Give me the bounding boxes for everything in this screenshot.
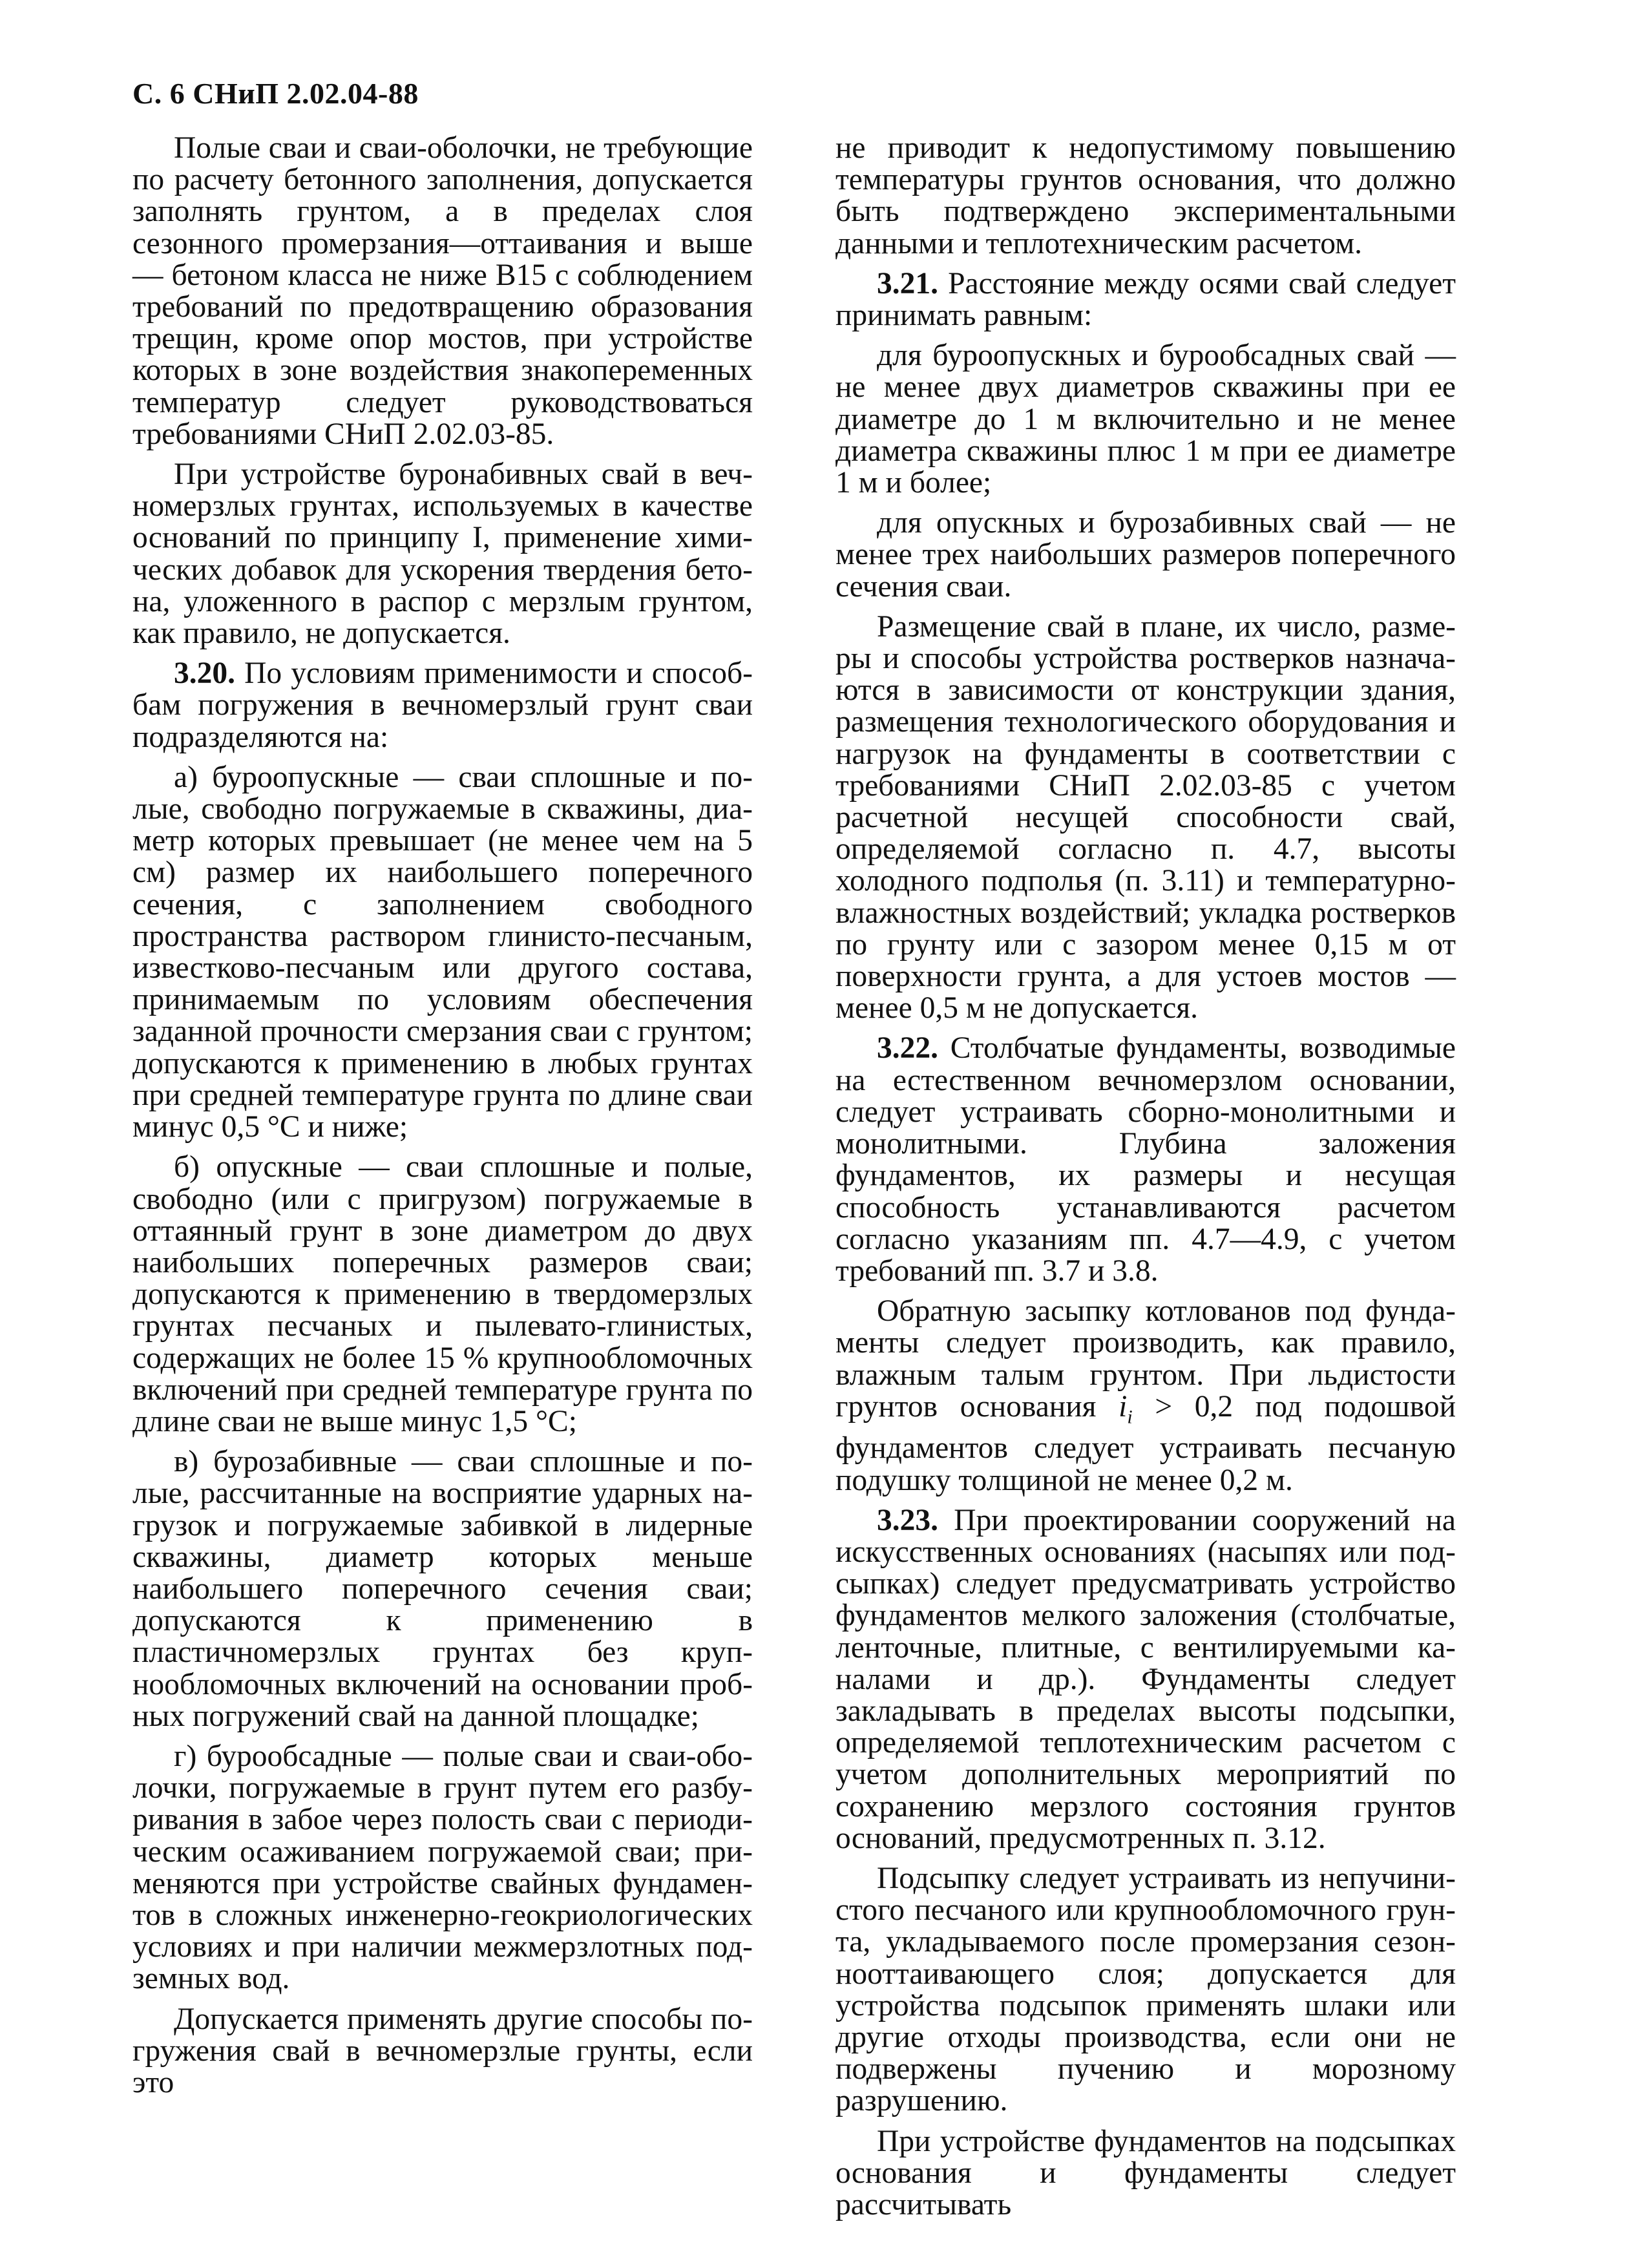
ice-content-symbol: i <box>1119 1389 1128 1423</box>
paragraph: для буроопускных и бурообсадных свай — не менее двух диаметров скважины при ее диаметре до 1 м включительно и не менее диаметра скважины плюс 1 м при ее диаметре 1 м и более; <box>835 339 1456 500</box>
paragraph: Подсыпку следует устраивать из непучинистого песчаного или крупнообломочного грунта, укладываемого после промерзания сезоннооттаивающего слоя; допускается для устройства подсыпок применять шлаки или другие отходы производства, если они не подвержены пучению и морозному разрушению. <box>835 1862 1456 2118</box>
section-number: 3.21. <box>877 266 938 300</box>
section-number: 3.22. <box>877 1031 938 1066</box>
paragraph-text: При проектировании сооружений на искусственных основаниях (насыпях или подсыпках) следует предусматривать устройство фундаментов мелкого заложения (столбчатые, ленточные, плитные, с вентилируемыми каналами и др.). Фундаменты следует закладывать в пределах высоты подсыпки, определяемой теплотехническим расчетом с учетом дополнительных мероприятий по сохранению мерзлого состояния грунтов оснований, предусмотренных п. 3.12. <box>835 1503 1456 1855</box>
paragraph: При устройстве фундаментов на подсыпках основания и фундаменты следует рассчитывать <box>835 2124 1456 2222</box>
list-item-b: б) опускные — сваи сплошные и полые, свободно (или с пригрузом) погружаемые в оттаянный грунт в зоне диаметром до двух наибольших поперечных размеров сваи; допускаются к применению в твердомерзлых грунтах песчаных и пылевато-глинистых, содержащих не более 15 % крупнообломочных включений при средней температуре грунта по длине сваи не выше минус 1,5 °С; <box>132 1150 753 1438</box>
list-item-a: а) буроопускные — сваи сплошные и полые, свободно погружаемые в скважины, диаметр которых превышает (не менее чем на 5 см) размер их наибольшего поперечного сечения, с заполнением свободного пространства раствором глинисто-песчаным, известково-песчаным или другого состава, принимаемым по условиям обеспечения заданной прочности смерзания сваи с грунтом; допускаются к применению в любых грунтах при средней температуре грунта по длине сваи минус 0,5 °С и ниже; <box>132 760 753 1144</box>
section-3-21-paragraph <box>835 268 1456 331</box>
ice-content-subscript: i <box>1127 1406 1133 1428</box>
paragraph-text: Обратную засыпку котлованов под фундаменты следует производить, как правило, влажным талым грунтом. При льдистости грунтов основания <box>835 1294 1456 1423</box>
right-column <box>835 132 1456 2229</box>
paragraph: Полые сваи и сваи-оболочки, не требующие по расчету бетонного заполнения, допускается заполнять грунтом, а в пределах слоя сезонного промерзания—оттаивания и выше — бетоном класса не ниже В15 с соблюдением требований по предотвращению образования трещин, кроме опор мостов, при устройстве которых в зоне воздействия знакопеременных температур следует руководствоваться требованиями СНиП 2.02.03-85. <box>132 131 753 451</box>
paragraph-text: По условиям применимости и способбам погружения в вечномерзлый грунт сваи подразделяются на: <box>132 656 753 754</box>
paragraph-text: Расстояние между осями свай следует принимать равным: <box>835 266 1456 333</box>
paragraph-continuation: не приводит к недопустимому повышению температуры грунтов основания, что должно быть подтверждено экспериментальными данными и теплотехническим расчетом. <box>835 131 1456 260</box>
paragraph: При устройстве буронабивных свай в вечномерзлых грунтах, используемых в качестве оснований по принципу I, применение химических добавок для ускорения твердения бетона, уложенного в распор с мерзлым грунтом, как правило, не допускается. <box>132 457 753 651</box>
section-3-22-paragraph <box>835 1033 1456 1287</box>
section-3-23-paragraph <box>835 1505 1456 1854</box>
running-head: С. 6 СНиП 2.02.04-88 <box>132 77 419 110</box>
left-column <box>132 132 753 2107</box>
section-3-20-paragraph <box>132 658 753 753</box>
paragraph: Размещение свай в плане, их число, размеры и способы устройства ростверков назначаются в зависимости от конструкции здания, размещения технологического оборудования и нагрузок на фундаменты в соответствии с требованиями СНиП 2.02.03-85 с учетом расчетной несущей способности свай, определяемой согласно п. 4.7, высоты холодного подполья (п. 3.11) и температурно-влажностных воздействий; укладка ростверков по грунту или с зазором менее 0,15 м от поверхности грунта, а для устоев мостов — менее 0,5 м не допускается. <box>835 609 1456 1025</box>
paragraph-text: Столбчатые фундаменты, возводимые на естественном вечномерзлом основании, следует устраивать сборно-монолитными и монолитными. Глубина заложения фундаментов, их размеры и несущая способность устанавливаются расчетом согласно указаниям пп. 4.7—4.9, с учетом требований пп. 3.7 и 3.8. <box>835 1031 1456 1288</box>
section-number: 3.23. <box>877 1503 938 1537</box>
paragraph <box>835 1296 1456 1496</box>
paragraph-text: > 0,2 под подошвой фундаментов следует устраивать песчаную подушку толщиной не менее 0,2 м. <box>835 1389 1456 1497</box>
paragraph: Допускается применять другие способы погружения свай в вечномерзлые грунты, если это <box>132 2002 753 2099</box>
list-item-c: в) бурозабивные — сваи сплошные и полые, рассчитанные на восприятие ударных нагрузок и погружаемые забивкой в лидерные скважины, диаметр которых меньше наибольшего поперечного сечения сваи; допускаются к применению в пластичномерзлых грунтах без крупнообломочных включений на основании пробных погружений свай на данной площадке; <box>132 1445 753 1733</box>
paragraph: для опускных и бурозабивных свай — не менее трех наибольших размеров поперечного сечения сваи. <box>835 506 1456 604</box>
list-item-d: г) бурообсадные — полые сваи и сваи-оболочки, погружаемые в грунт путем его разбуривания в забое через полость сваи с периодическим осаживанием погружаемой сваи; применяются при устройстве свайных фундаментов в сложных инженерно-геокриологических условиях и при наличии межмерзлотных подземных вод. <box>132 1739 753 1996</box>
section-number: 3.20. <box>174 656 235 691</box>
